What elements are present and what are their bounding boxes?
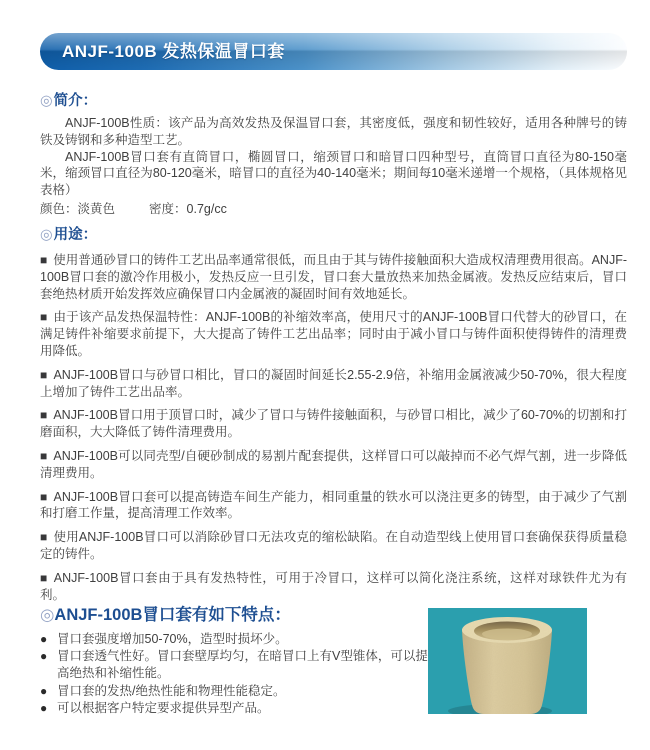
usage-item [40, 309, 627, 359]
feature-item [40, 683, 434, 700]
features-heading-label: ANJF-100B冒口套有如下特点： [54, 606, 291, 624]
intro-heading-label: 简介： [53, 93, 98, 109]
section-marker-icon: ◎ [40, 227, 53, 243]
dot-bullet-icon: ● [40, 649, 48, 664]
feature-item-text: 可以根据客户特定要求提供异型产品。 [57, 700, 270, 715]
intro-heading [40, 92, 627, 111]
features-heading [40, 604, 434, 626]
features-section [40, 604, 434, 717]
dot-bullet-icon: ● [40, 700, 48, 715]
riser-sleeve-photo [428, 608, 587, 714]
square-bullet-icon: ■ [40, 570, 48, 585]
usage-item-text: 使用普通砂冒口的铸件工艺出品率通常很低，而且由于其与铸件接触面积大造成权清理费用很高。ANJF-100B冒口套的激冷作用极小，发热反应一旦引发，冒口套大量放热来加热金属液。发热反应结束后，冒口套绝热材质开始发挥效应确保冒口内金属液的凝固时间有效地延长。 [40, 253, 628, 301]
usage-heading [40, 226, 627, 245]
density-spec: 密度：0.7g/cc [149, 201, 227, 216]
usage-heading-label: 用途： [53, 227, 98, 243]
square-bullet-icon: ■ [40, 530, 48, 545]
usage-item [40, 529, 627, 563]
usage-item [40, 367, 627, 401]
usage-item [40, 448, 627, 482]
usage-item [40, 252, 627, 302]
sleeve-cavity-floor [482, 629, 532, 640]
usage-item-text: 由于该产品发热保温特性：ANJF-100B的补缩效率高，使用尺寸的ANJF-100B冒口代替大的砂冒口，在满足铸件补缩要求前提下，大大提高了铸件工艺出品率；同时由于减小冒口与铸件面积使得铸件的清理费用降低。 [40, 310, 628, 358]
usage-item-text: ANJF-100B冒口用于顶冒口时，减少了冒口与铸件接触面积，与砂冒口相比，减少了60-70%的切割和打磨面积，大大降低了铸件清理费用。 [40, 408, 627, 440]
usage-item [40, 407, 627, 441]
feature-item-text: 冒口套强度增加50-70%，造型时损坏少。 [57, 632, 288, 646]
dot-bullet-icon: ● [40, 683, 48, 698]
section-marker-icon: ◎ [40, 93, 53, 109]
feature-item [40, 648, 434, 682]
intro-section [40, 92, 627, 218]
usage-item [40, 489, 627, 523]
riser-sleeve-photo-graphic [428, 608, 587, 714]
section-marker-icon: ◎ [40, 606, 55, 624]
page-title: ANJF-100B 发热保温冒口套 [62, 42, 285, 61]
square-bullet-icon: ■ [40, 253, 48, 267]
square-bullet-icon: ■ [40, 448, 48, 463]
square-bullet-icon: ■ [40, 310, 48, 325]
dot-bullet-icon: ● [40, 632, 48, 646]
feature-item-text: 冒口套透气性好。冒口套壁厚均匀，在暗冒口上有V型锥体，可以提高绝热和补缩性能。 [57, 649, 428, 681]
usage-item-text: ANJF-100B冒口与砂冒口相比，冒口的凝固时间延长2.55-2.9倍，补缩用金属液减少50-70%，很大程度上增加了铸件工艺出品率。 [40, 367, 628, 399]
feature-item [40, 700, 434, 717]
usage-item-text: ANJF-100B冒口套由于具有发热特性，可用于冷冒口，这样可以简化浇注系统，这样对球铁件尤为有利。 [40, 570, 628, 602]
intro-paragraph: ANJF-100B性质：该产品为高效发热及保温冒口套，其密度低，强度和韧性较好，适用各种牌号的铸铁及铸钢和多种造型工艺。 [40, 116, 627, 147]
color-spec: 颜色：淡黄色 [40, 201, 116, 216]
square-bullet-icon: ■ [40, 408, 48, 423]
usage-item-text: 使用ANJF-100B冒口可以消除砂冒口无法攻克的缩松缺陷。在自动造型线上使用冒口套确保获得质量稳定的铸件。 [40, 530, 628, 561]
usage-section [40, 226, 627, 603]
intro-paragraph: ANJF-100B冒口套有直筒冒口，椭圆冒口，缩颈冒口和暗冒口四种型号，直筒冒口直径为80-150毫米，缩颈冒口直径为80-120毫米，暗冒口的直径为40-140毫米；期间每10毫米递增一个规格，（具体规格见表格） [40, 149, 627, 198]
feature-item [40, 631, 434, 648]
usage-item-text: ANJF-100B可以同壳型/自硬砂制成的易割片配套提供，这样冒口可以敲掉而不必气焊气割，进一步降低清理费用。 [40, 448, 627, 480]
feature-item-text: 冒口套的发热/绝热性能和物理性能稳定。 [57, 683, 286, 698]
usage-item-text: ANJF-100B冒口套可以提高铸造车间生产能力，相同重量的铁水可以浇注更多的铸型，由于减少了气割和打磨工作量，提高清理工作效率。 [40, 489, 628, 521]
square-bullet-icon: ■ [40, 489, 48, 504]
usage-item [40, 570, 627, 604]
page-title-bar [40, 33, 627, 70]
intro-specs-line [40, 201, 627, 218]
features-list [40, 631, 434, 717]
square-bullet-icon: ■ [40, 367, 48, 382]
